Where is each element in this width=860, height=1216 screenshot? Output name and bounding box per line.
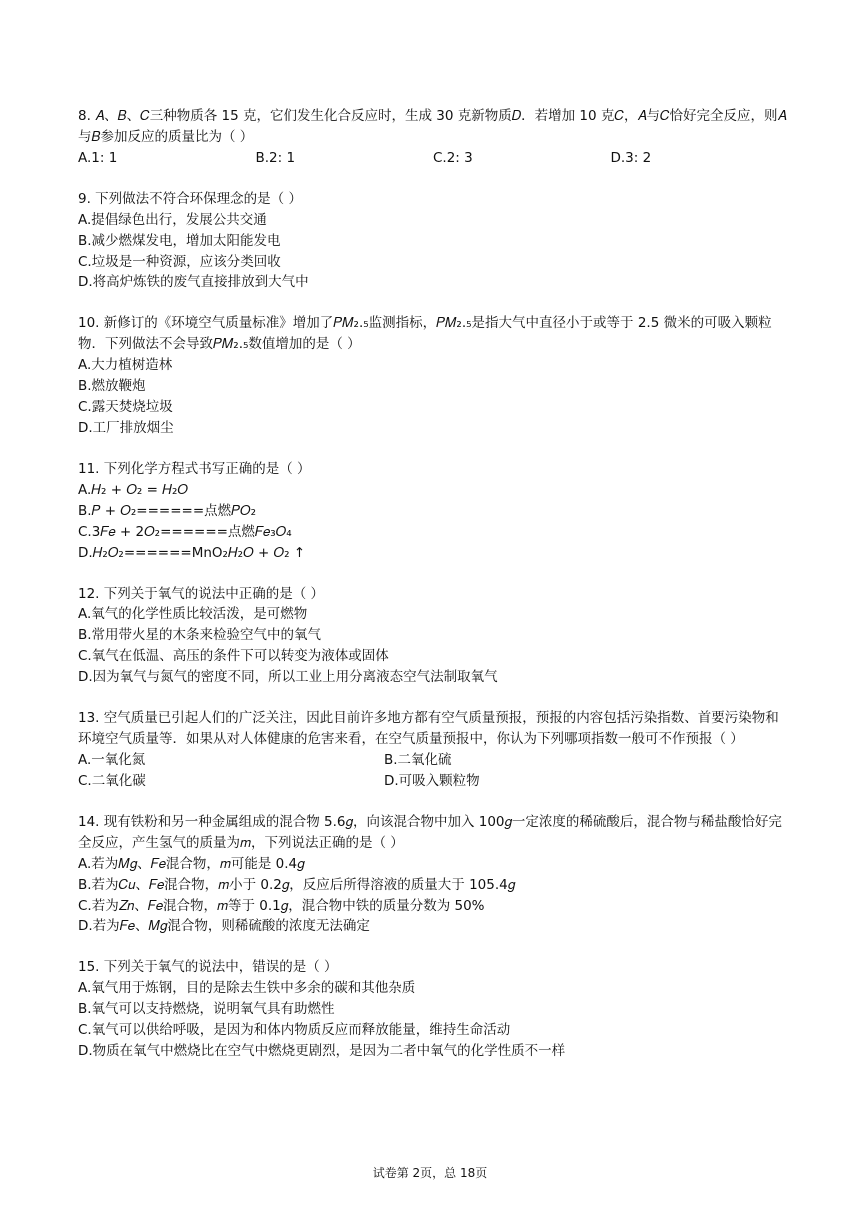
option-d: D.𝐻₂𝑂₂======MnO₂𝐻₂𝑂 + 𝑂₂ ↑ (78, 544, 306, 561)
option-a: A.若为𝑀𝑔、𝐹𝑒混合物，𝑚可能是 0.4𝑔 (78, 855, 305, 872)
question-12 (78, 584, 788, 689)
option-a: A.氧气的化学性质比较活泼，是可燃物 (78, 606, 308, 623)
option-c: C.氧气可以供给呼吸，是因为和体内物质反应而释放能量，维持生命活动 (78, 1022, 511, 1039)
option-b: B.二氧化硫 (384, 751, 452, 768)
options (78, 750, 788, 792)
question-13 (78, 708, 788, 792)
option-d: D.因为氧气与氮气的密度不同，所以工业上用分离液态空气法制取氧气 (78, 669, 498, 686)
option-c: C.二氧化碳 (78, 772, 146, 789)
page-footer: 试卷第 2页，总 18页 (372, 1166, 488, 1180)
option-d: D.若为𝐹𝑒、𝑀𝑔混合物，则稀硫酸的浓度无法确定 (78, 918, 370, 935)
question-stem: 13. 空气质量已引起人们的广泛关注，因此目前许多地方都有空气质量预报，预报的内容包括污染指数、首要污染物和环境空气质量等．如果从对人体健康的危害来看，在空气质量预报中，你认为下列哪项指数一般可不作预报（ ） (78, 710, 779, 748)
options (78, 355, 788, 439)
question-8 (78, 106, 788, 169)
option-c: C.2: 3 (433, 149, 473, 166)
option-d: D.物质在氧气中燃烧比在空气中燃烧更剧烈，是因为二者中氧气的化学性质不一样 (78, 1043, 566, 1060)
question-14 (78, 812, 788, 938)
question-11 (78, 459, 788, 564)
questions-list (78, 106, 788, 1082)
option-b: B.常用带火星的木条来检验空气中的氧气 (78, 627, 322, 644)
option-c: C.露天焚烧垃圾 (78, 399, 173, 416)
question-stem: 15. 下列关于氧气的说法中，错误的是（ ） (78, 959, 338, 976)
options (78, 148, 788, 169)
question-stem: 8. 𝐴、𝐵、𝐶三种物质各 15 克，它们发生化合反应时，生成 30 克新物质𝐷．若增加 10 克𝐶，𝐴与𝐶恰好完全反应，则𝐴与𝐵参加反应的质量比为（ ） (78, 108, 787, 145)
option-d: D.工厂排放烟尘 (78, 419, 174, 436)
question-stem: 12. 下列关于氧气的说法中正确的是（ ） (78, 585, 325, 602)
question-stem: 14. 现有铁粉和另一种金属组成的混合物 5.6𝑔，向该混合物中加入 100𝑔一定浓度的稀硫酸后，混合物与稀盐酸恰好完全反应，产生氢气的质量为𝑚，下列说法正确的是（ ） (78, 813, 782, 851)
option-d: D.将高炉炼铁的废气直接排放到大气中 (78, 274, 309, 291)
option-c: C.若为𝑍𝑛、𝐹𝑒混合物，𝑚等于 0.1𝑔，混合物中铁的质量分数为 50% (78, 897, 485, 914)
option-c: C.氧气在低温、高压的条件下可以转变为液体或固体 (78, 648, 389, 665)
option-b: B.2: 1 (255, 149, 296, 166)
option-b: B.若为𝐶𝑢、𝐹𝑒混合物，𝑚小于 0.2𝑔，反应后所得溶液的质量大于 105.4𝑔 (78, 876, 516, 893)
option-b: B.𝑃 + 𝑂₂======点燃𝑃𝑂₂ (78, 502, 257, 519)
question-9 (78, 189, 788, 294)
question-stem: 11. 下列化学方程式书写正确的是（ ） (78, 460, 311, 477)
option-a: A.氧气用于炼钢，目的是除去生铁中多余的碳和其他杂质 (78, 980, 416, 997)
question-stem: 10. 新修订的《环境空气质量标准》增加了𝑃𝑀₂.₅监测指标，𝑃𝑀₂.₅是指大气中直径小于或等于 2.5 微米的可吸入颗粒物．下列做法不会导致𝑃𝑀₂.₅数值增加的是（ ） (78, 315, 772, 353)
option-d: D.可吸入颗粒物 (384, 772, 480, 789)
option-c: C.3𝐹𝑒 + 2𝑂₂======点燃𝐹𝑒₃𝑂₄ (78, 523, 292, 540)
question-10 (78, 313, 788, 439)
question-stem: 9. 下列做法不符合环保理念的是（ ） (78, 190, 302, 207)
option-b: B.减少燃煤发电，增加太阳能发电 (78, 232, 281, 249)
option-a: A.一氧化氮 (78, 751, 146, 768)
option-a: A.提倡绿色出行，发展公共交通 (78, 211, 267, 228)
option-a: A.1: 1 (78, 149, 118, 166)
option-a: A.大力植树造林 (78, 357, 173, 374)
option-b: B.氧气可以支持燃烧，说明氧气具有助燃性 (78, 1001, 335, 1018)
option-b: B.燃放鞭炮 (78, 378, 146, 395)
option-c: C.垃圾是一种资源，应该分类回收 (78, 253, 281, 270)
question-15 (78, 957, 788, 1062)
option-a: A.𝐻₂ + 𝑂₂ = 𝐻₂𝑂 (78, 481, 188, 498)
option-d: D.3: 2 (610, 149, 652, 166)
